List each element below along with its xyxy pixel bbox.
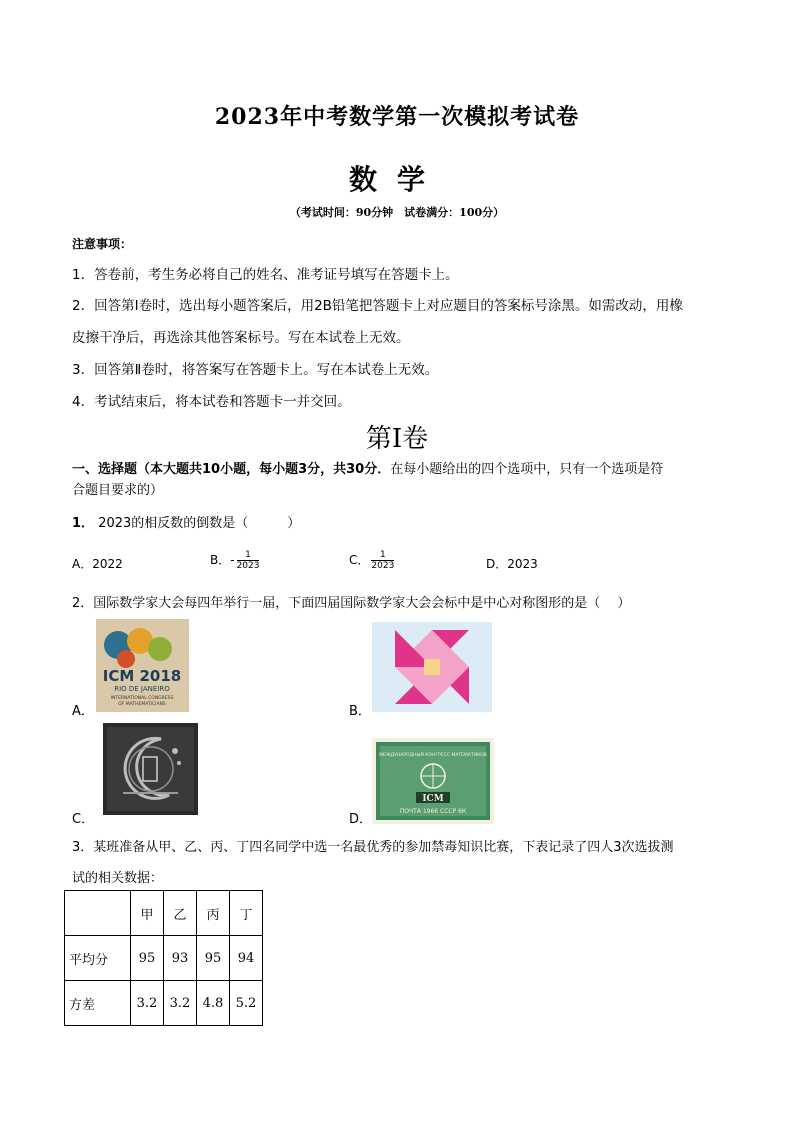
note-item: 2．回答第Ⅰ卷时，选出每小题答案后，用2B铅笔把答题卡上对应题目的答案标号涂黑。如需改动，用橡 <box>72 298 683 314</box>
note-item: 皮擦干净后，再选涂其他答案标号。写在本试卷上无效。 <box>72 330 410 346</box>
table-cell: 方差 <box>65 981 131 1026</box>
q1-option-d: D．2023 <box>486 557 538 571</box>
subject-title: 数学 <box>348 163 445 196</box>
logo-a-line2: RIO DE JANEIRO <box>114 685 170 693</box>
fraction: $\frac{1}{2023}$ <box>236 550 260 571</box>
table-cell: 3.2 <box>131 981 164 1026</box>
table-cell: 平均分 <box>65 936 131 981</box>
q2-label-c: C． <box>72 812 95 827</box>
table-cell: 丙 <box>197 891 230 936</box>
q1-text: 2023的相反数的倒数是（ ） <box>98 516 301 531</box>
q2-label-a: A． <box>72 704 94 719</box>
note-item: 4．考试结束后，将本试卷和答题卡一并交回。 <box>72 394 351 410</box>
page-title: 2023年中考数学第一次模拟考试卷 <box>214 104 580 130</box>
q2-label-b: B． <box>349 704 371 719</box>
table-cell: 4.8 <box>197 981 230 1026</box>
section-title: 第Ⅰ卷 <box>365 424 429 454</box>
part1-intro-bold: 一、选择题（本大题共10小题，每小题3分，共30分． <box>72 462 391 477</box>
table-cell: 94 <box>230 936 263 981</box>
table-cell: 95 <box>197 936 230 981</box>
table-cell <box>65 891 131 936</box>
q1-option-c: C． $\frac{1}{2023}$ <box>349 550 395 571</box>
logo-a-line3: INTERNATIONAL CONGRESS <box>110 696 174 701</box>
pinwheel-logo <box>372 622 492 712</box>
table-cell: 乙 <box>164 891 197 936</box>
q2-label-d: D． <box>349 812 373 827</box>
q3-stem-line2: 试的相关数据： <box>72 871 164 886</box>
table-row <box>65 936 263 981</box>
note-item: 3．回答第Ⅱ卷时，将答案写在答题卡上。写在本试卷上无效。 <box>72 362 439 378</box>
table-cell: 95 <box>131 936 164 981</box>
fraction: $\frac{1}{2023}$ <box>371 550 395 571</box>
icm-1966-stamp <box>372 738 494 824</box>
icm-2018-logo <box>96 619 189 712</box>
q1-number: 1． <box>72 516 95 531</box>
exam-time-info: （考试时间：90分钟 试卷满分：100分） <box>289 206 505 219</box>
q3-data-table <box>64 890 263 1026</box>
stamp-icm: ICM <box>422 794 444 804</box>
logo-a-line1: ICM 2018 <box>102 667 182 685</box>
table-row <box>65 891 263 936</box>
stamp-arc-text: МЕЖДУНАРОДНЫЙ КОНГРЕСС МАТЕМАТИКОВ <box>379 753 487 758</box>
part1-intro <box>72 458 663 477</box>
table-cell: 93 <box>164 936 197 981</box>
table-row <box>65 981 263 1026</box>
table-cell: 丁 <box>230 891 263 936</box>
table-cell: 5.2 <box>230 981 263 1026</box>
part1-intro-line2: 合题目要求的） <box>72 483 164 498</box>
table-cell: 甲 <box>131 891 164 936</box>
stamp-bottom-text: ПОЧТА 1966 СССР 6К <box>399 808 467 815</box>
q1-option-b: B．- $\frac{1}{2023}$ <box>210 550 260 571</box>
icm-engraved-logo <box>103 723 198 815</box>
notes-heading: 注意事项： <box>72 237 133 251</box>
logo-a-line4: OF MATHEMATICIANS <box>118 702 166 707</box>
q1-option-a: A．2022 <box>72 557 123 571</box>
q1-stem <box>72 512 300 531</box>
part1-intro-rest: 在每小题给出的四个选项中，只有一个选项是符 <box>390 462 664 477</box>
q2-stem: 2．国际数学家大会每四年举行一届，下面四届国际数学家大会会标中是中心对称图形的是（ ） <box>72 596 631 611</box>
q3-stem-line1: 3．某班准备从甲、乙、丙、丁四名同学中选一名最优秀的参加禁毒知识比赛，下表记录了四人3次选拔测 <box>72 840 674 855</box>
note-item: 1．答卷前，考生务必将自己的姓名、准考证号填写在答题卡上。 <box>72 267 459 283</box>
table-cell: 3.2 <box>164 981 197 1026</box>
